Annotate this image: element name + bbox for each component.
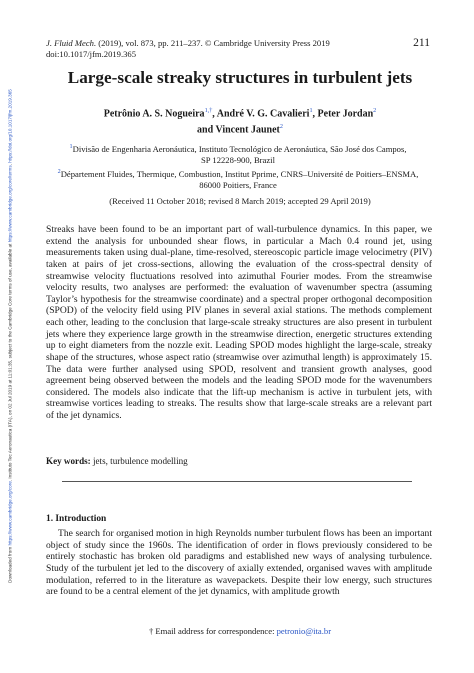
- terms-link[interactable]: https://www.cambridge.org/core/terms: [7, 165, 13, 243]
- doi-sidebar-link[interactable]: https://doi.org/10.1017/jfm.2019.365: [7, 89, 13, 163]
- sidebar-mid2: .: [7, 162, 13, 166]
- intro-line: been an important object of study since the 1960s. The identification of order in: [46, 528, 433, 551]
- author-cavalieri-affil[interactable]: 1: [309, 107, 313, 114]
- intro-line: The search for organised motion in high Reynolds number turbulent flows has: [58, 528, 360, 539]
- abstract-line: into azimuthal Fourier modes. From the streamwise velocity results, two analyses are: [46, 270, 433, 294]
- page-number: 211: [413, 37, 430, 49]
- cambridge-core-link[interactable]: https://www.cambridge.org/core: [7, 481, 13, 546]
- keywords: [46, 456, 432, 466]
- abstract-line: in turbulent jets where they experience large growth in the streamwise direction,: [46, 317, 432, 340]
- abstract-line: the streamwise coordinate) and a spectral proper orthogonal decomposition (SPOD) of: [46, 293, 432, 317]
- affiliation-2: [46, 166, 430, 191]
- abstract: [46, 224, 432, 422]
- intro-line: are found to be a central element of the jet dynamics, with amplitude growth: [46, 586, 340, 598]
- intro-line: flows previously considered to be entirely stochastic has broken old paradigms: [46, 539, 432, 563]
- section-heading: [46, 514, 106, 524]
- affiliation-1-line-1: [46, 141, 430, 155]
- abstract-line: performed: the evaluation of wavenumber spectra (assuming Taylor’s hypothesis for: [46, 282, 433, 305]
- received-dates: (Received 11 October 2018; revised 8 March 2019; accepted 29 April 2019): [109, 196, 371, 206]
- introduction-text: [46, 528, 432, 598]
- affiliation-2-text: Département Fluides, Thermique, Combustion, Institut Pprime, CNRS–Université de Poitiers–ENSMA,: [60, 168, 419, 179]
- abstract-line: considered. The models also indicate that the lift-up mechanism is active in turbulent: [46, 386, 392, 398]
- correspondence-footnote: [40, 626, 440, 636]
- affiliation-2-line-1: [46, 166, 430, 180]
- intro-line: and established new ways of analysing turbulence. Study of the turbulent jet led: [46, 551, 432, 574]
- keywords-text: jets, turbulence modelling: [90, 456, 188, 466]
- download-notice: [8, 89, 13, 583]
- abstract-line: observed between the models and the leading SPOD mode for the wavenumbers: [113, 375, 432, 387]
- intro-line: to the discovery of axially extended, organised waves with amplitude modulation,: [46, 562, 432, 586]
- abstract-line: round jet, using measurements taken using dual-plane, time-resolved, stereoscopic: [46, 235, 432, 259]
- author-list: [40, 104, 440, 137]
- intro-line: referred to in the literature as wavepackets. Despite their low energy, such structures: [95, 574, 432, 586]
- section-title: Introduction: [53, 514, 107, 524]
- abstract-line: ratio (streamwise over azimuthal length) is approximately 15. The data were further: [46, 351, 432, 375]
- abstract-line: SPOD modes highlight the large-scale, streaky shape of the structures, whose aspect: [46, 340, 433, 363]
- author-jordan: , Peter Jordan: [312, 108, 374, 120]
- citation-line: [46, 38, 430, 49]
- abstract-line: each other, leading to the conclusion that large-scale streaky structures are also present: [46, 317, 385, 328]
- doi-line: doi:10.1017/jfm.2019.365: [46, 49, 136, 59]
- abstract-line: jets, with streamwise vortices leading to streaks. The results show that large-scale: [46, 386, 432, 410]
- abstract-line: evaluation of the cross-spectral density of streamwise velocity fluctuations resolved: [46, 258, 432, 282]
- sidebar-prefix: Downloaded from: [7, 545, 13, 583]
- section-number: 1.: [46, 514, 54, 524]
- affiliation-1-line-2: SP 12228-900, Brazil: [201, 154, 275, 165]
- affiliation-1-marker: 1: [69, 143, 73, 150]
- abstract-divider: [62, 481, 412, 482]
- abstract-line: particle image velocimetry (PIV) taken at pairs of jet cross-sections, allowing the: [46, 247, 432, 270]
- paper-title: Large-scale streaky structures in turbulent jets: [67, 68, 413, 87]
- keywords-label: Key words:: [46, 456, 91, 466]
- abstract-line: Streaks have been found to be an important part of wall-turbulence dynamics. In this: [46, 224, 390, 235]
- sidebar-mid1: . Instituto Tec Aeronautica (ITA), on 02 Jul 2019 at 11:01:35, subject to the Cambridge Core terms of use, available at: [7, 242, 13, 482]
- affiliation-1: [46, 141, 430, 166]
- author-line-1: [40, 104, 440, 120]
- author-nogueira: Petrônio A. S. Nogueira: [103, 108, 205, 120]
- author-jaunet: and Vincent Jaunet: [197, 124, 280, 136]
- download-sidebar: [0, 0, 20, 673]
- author-line-2: [40, 120, 440, 136]
- abstract-line: analysed using SPOD, resolvent and transient growth analyses, good agreement being: [46, 363, 432, 387]
- footnote-text: † Email address for correspondence:: [148, 626, 277, 636]
- journal-header: [46, 38, 430, 60]
- affiliation-1-text: Divisão de Engenharia Aeronáutica, Instituto Tecnológico de Aeronáutica, São José dos Campos,: [72, 143, 407, 154]
- email-link[interactable]: petronio@ita.br: [276, 626, 332, 636]
- abstract-line: streaks are a relevant part of the jet dynamics.: [46, 398, 432, 421]
- journal-name: J. Fluid Mech.: [46, 38, 97, 48]
- affiliation-2-marker: 2: [57, 168, 61, 175]
- affiliation-2-line-2: 86000 Poitiers, France: [199, 179, 277, 190]
- citation-details: (2019), vol. 873, pp. 211–237. © Cambridge University Press 2019: [96, 38, 330, 48]
- author-jordan-affil[interactable]: 2: [373, 107, 377, 114]
- author-nogueira-affil[interactable]: 1,†: [204, 107, 213, 114]
- author-cavalieri: , André V. G. Cavalieri: [212, 108, 310, 120]
- abstract-line: paper, we extend the analysis for unbounded shear flows, in particular a Mach 0.4: [46, 224, 432, 247]
- author-jaunet-affil[interactable]: 2: [279, 123, 283, 131]
- abstract-line: the velocity field using PIV planes in several axial stations. The methods complement: [91, 305, 433, 317]
- abstract-line: energetic structures extending up to eight diameters from the nozzle exit. Leading: [46, 328, 433, 352]
